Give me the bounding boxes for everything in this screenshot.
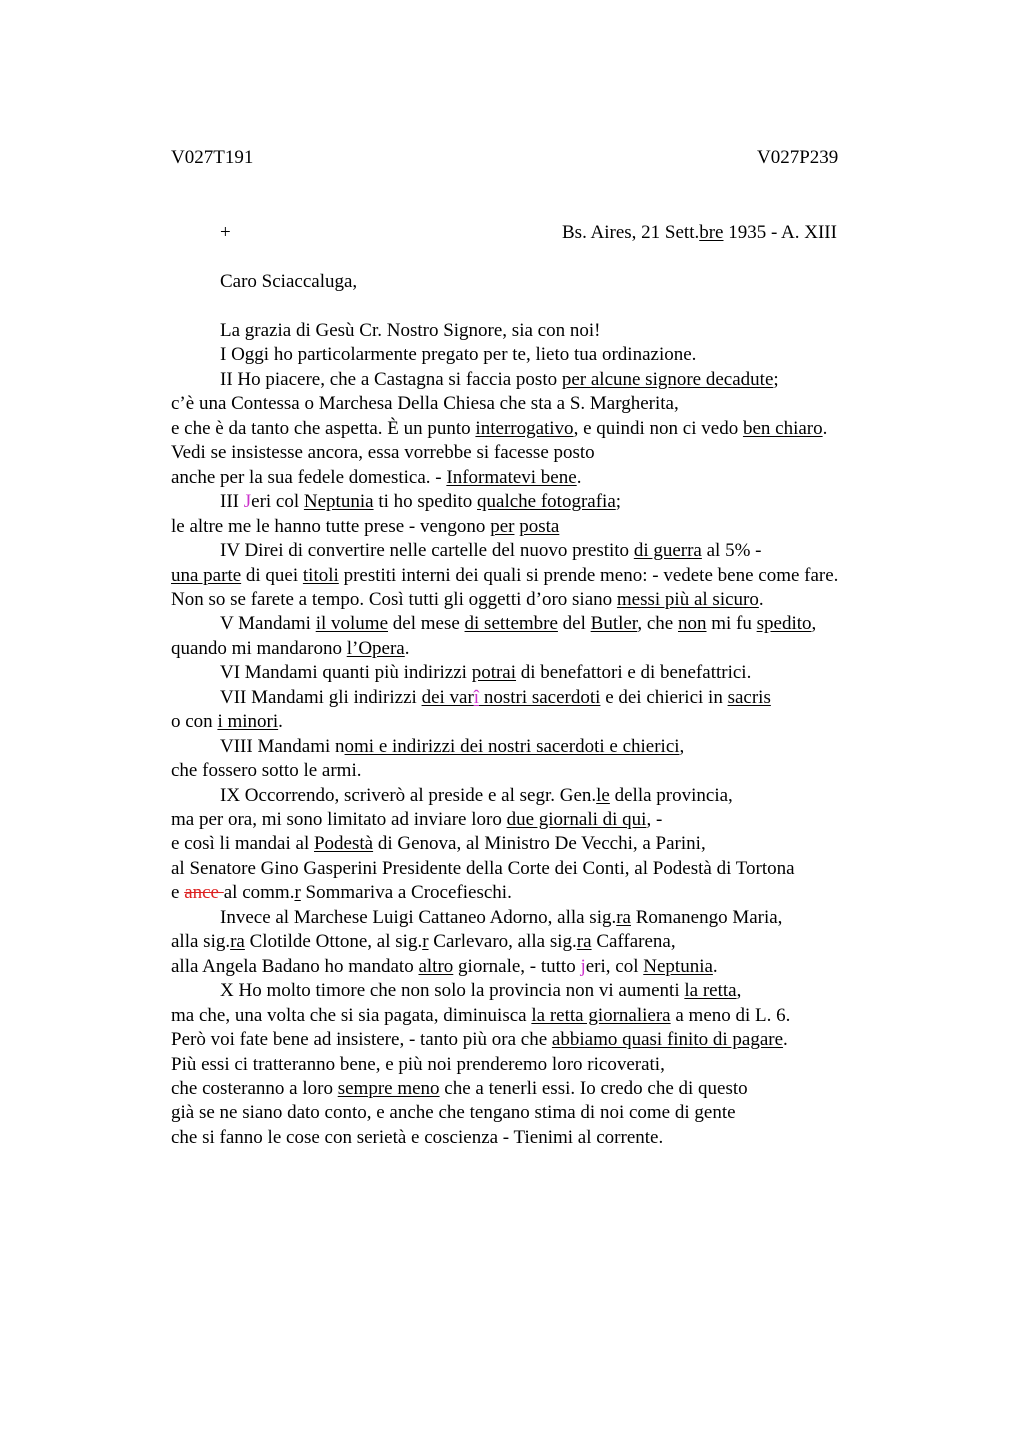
- underlined-text: Neptunia: [643, 955, 713, 977]
- text-run: ,: [679, 735, 685, 757]
- text-run: al Senatore Gino Gasperini Presidente della Corte dei Conti, al Podestà di Tortona: [171, 857, 795, 879]
- text-run: , e quindi non ci vedo: [573, 417, 743, 439]
- underlined-text: spedito: [756, 613, 812, 635]
- underlined-text: omi e indirizzi dei nostri sacerdoti e chierici: [344, 735, 680, 757]
- letter-line: [220, 735, 684, 759]
- text-run: al 5% -: [701, 540, 762, 562]
- underlined-text: Neptunia: [303, 491, 374, 513]
- letter-line: [171, 1004, 790, 1028]
- letter-line: [171, 392, 679, 416]
- text-run: alla Angela Badano ho mandato: [171, 955, 419, 977]
- letter-line: [171, 466, 581, 490]
- text-run: IV Direi di convertire nelle cartelle del nuovo prestito: [220, 540, 634, 562]
- text-run: , che: [637, 613, 678, 635]
- text-run: .: [278, 711, 283, 733]
- underlined-text: la retta giornaliera: [531, 1004, 671, 1026]
- text-run: di benefattori e di benefattrici.: [516, 662, 752, 684]
- text-run: a meno di L. 6.: [670, 1004, 791, 1026]
- text-run: della provincia,: [609, 784, 733, 806]
- underlined-text: r: [422, 931, 429, 953]
- text-run: anche per la sua fedele domestica. -: [171, 466, 447, 488]
- text-run: che si fanno le cose con serietà e coscienza - Tienimi al corrente.: [171, 1126, 664, 1148]
- letter-line: [220, 319, 600, 343]
- underlined-text: sempre meno: [337, 1077, 440, 1099]
- text-run: Carlevaro, alla sig.: [428, 931, 577, 953]
- underlined-text: i minori: [217, 711, 279, 733]
- text-run: Clotilde Ottone, al sig.: [244, 931, 423, 953]
- underlined-text: nostri sacerdoti: [479, 686, 601, 708]
- text-run: alla sig.: [171, 931, 231, 953]
- text-run: Romanengo Maria,: [631, 906, 783, 928]
- underlined-text: Butler: [590, 613, 638, 635]
- underlined-text: dei var: [421, 686, 474, 708]
- text-run: La grazia di Gesù Cr. Nostro Signore, sia con noi!: [220, 320, 601, 341]
- letter-line: [220, 612, 816, 636]
- text-run: giornale, - tutto: [453, 955, 581, 977]
- text-run: quando mi mandarono: [171, 637, 347, 659]
- text-run: V Mandami: [220, 613, 316, 635]
- dateline-abbr: bre: [699, 222, 724, 243]
- text-run: III: [220, 491, 244, 513]
- text-run: del: [557, 613, 591, 635]
- text-run: del mese: [388, 613, 465, 635]
- underlined-text: non: [678, 613, 707, 635]
- text-run: e così li mandai al: [171, 833, 314, 855]
- letter-line: [171, 417, 827, 441]
- text-run: ,: [736, 980, 742, 1002]
- text-run: .: [576, 466, 582, 488]
- text-run: J: [243, 491, 252, 513]
- underlined-text: le: [596, 784, 610, 806]
- letter-line: [171, 857, 795, 881]
- dateline: [562, 222, 837, 244]
- underlined-text: altro: [418, 955, 454, 977]
- text-run: Invece al Marchese Luigi Cattaneo Adorno, alla sig.: [220, 906, 617, 928]
- letter-line: [171, 832, 706, 856]
- underlined-text: una parte: [171, 564, 242, 586]
- letter-line: [220, 661, 751, 685]
- text-run: ma per ora, mi sono limitato ad inviare loro: [171, 809, 507, 830]
- letter-line: [171, 564, 838, 588]
- underlined-text: Informatevi bene: [446, 466, 577, 488]
- salutation: Caro Sciaccaluga,: [220, 271, 358, 292]
- underlined-text: posta: [519, 515, 560, 537]
- letter-line: [171, 588, 764, 612]
- letter-line: [220, 906, 782, 930]
- text-run: e: [171, 882, 185, 904]
- text-run: VII Mandami gli indirizzi: [220, 686, 422, 708]
- underlined-text: due giornali di qui: [506, 809, 647, 830]
- letter-line: [171, 1077, 748, 1101]
- letter-line: [171, 1028, 788, 1052]
- text-run: Più essi ci tratteranno bene, e più noi prenderemo loro ricoverati,: [171, 1053, 665, 1075]
- underlined-text: qualche fotografia: [477, 491, 616, 513]
- letter-line: [171, 637, 410, 661]
- letter-line: [171, 1126, 663, 1150]
- letter-line: [171, 441, 595, 465]
- text-run: .: [758, 588, 764, 610]
- underlined-text: l’Opera: [346, 637, 405, 659]
- underlined-text: messi più al sicuro: [616, 588, 759, 610]
- text-run: j: [580, 955, 586, 977]
- text-run: Sommariva a Crocefieschi.: [300, 882, 512, 904]
- text-run: già se ne siano dato conto, e anche che tengano stima di noi come di gente: [171, 1102, 736, 1124]
- underlined-text: Podestà: [313, 833, 374, 855]
- text-run: o con: [171, 711, 218, 733]
- letter-line: [171, 515, 559, 539]
- text-run: prestiti interni dei quali si prende meno: - vedete bene come fare.: [338, 564, 839, 586]
- text-run: IX Occorrendo, scriverò al preside e al segr. Gen.: [220, 784, 597, 806]
- letter-line: [171, 1053, 665, 1077]
- text-run: e che è da tanto che aspetta. È un punto: [171, 417, 476, 439]
- text-run: di Genova, al Ministro De Vecchi, a Parini,: [373, 833, 706, 855]
- underlined-text: il volume: [315, 613, 389, 635]
- letter-line: [220, 979, 741, 1003]
- text-run: ma che, una volta che si sia pagata, diminuisca: [171, 1004, 532, 1026]
- underlined-text: ra: [576, 931, 592, 953]
- text-run: e dei chierici in: [600, 686, 728, 708]
- text-run: che fossero sotto le armi.: [171, 760, 362, 782]
- text-run: Non so se farete a tempo. Così tutti gli oggetti d’oro siano: [171, 588, 617, 610]
- letter-line: [171, 710, 283, 734]
- cross-mark: +: [220, 222, 231, 243]
- text-run: VIII Mandami n: [220, 735, 345, 757]
- letter-line: [220, 784, 733, 808]
- underlined-text: interrogativo: [475, 417, 574, 439]
- text-run: Caffarena,: [591, 931, 676, 953]
- text-run: al comm.: [223, 882, 295, 904]
- underlined-text: la retta: [684, 980, 737, 1002]
- letter-line: [171, 808, 662, 832]
- text-run: ti ho spedito: [373, 491, 478, 513]
- underlined-text: per alcune signore decadute: [561, 368, 774, 390]
- text-run: mi fu: [706, 613, 757, 635]
- underlined-text: sacris: [727, 686, 771, 708]
- struck-text: ance: [184, 882, 224, 904]
- letter-line: [220, 368, 779, 392]
- letter-line: [220, 343, 696, 367]
- underlined-text: ben chiaro: [742, 417, 823, 439]
- underlined-text: di guerra: [633, 540, 702, 562]
- text-run: X Ho molto timore che non solo la provincia non vi aumenti: [220, 980, 685, 1002]
- dateline-rest: 1935 - A. XIII: [723, 222, 837, 243]
- letter-line: [220, 490, 621, 514]
- text-run: eri col: [251, 491, 304, 513]
- text-run: ;: [773, 368, 779, 390]
- underlined-text: abbiamo quasi finito di pagare: [551, 1029, 784, 1051]
- text-run: che a tenerli essi. Io credo che di questo: [439, 1077, 748, 1099]
- text-run: .: [404, 637, 410, 659]
- dateline-place: Bs. Aires, 21 Sett.: [562, 222, 700, 243]
- text-run: .: [822, 417, 828, 439]
- text-run: Però voi fate bene ad insistere, - tanto più ora che: [171, 1029, 552, 1051]
- underlined-text: î: [473, 686, 480, 708]
- text-run: eri, col: [585, 955, 644, 977]
- underlined-text: potrai: [471, 662, 517, 684]
- text-run: VI Mandami quanti più indirizzi: [220, 662, 472, 684]
- underlined-text: per: [490, 515, 515, 537]
- underlined-text: di settembre: [464, 613, 558, 635]
- letter-line: [171, 1101, 736, 1125]
- text-run: Vedi se insistesse ancora, essa vorrebbe si facesse posto: [171, 442, 595, 464]
- underlined-text: r: [294, 882, 301, 904]
- text-run: .: [783, 1029, 788, 1051]
- text-run: I Oggi ho particolarmente pregato per te, lieto tua ordinazione.: [220, 344, 697, 366]
- text-run: ,: [811, 613, 817, 635]
- text-run: c’è una Contessa o Marchesa Della Chiesa che sta a S. Margherita,: [171, 393, 679, 415]
- letter-line: [171, 955, 718, 979]
- text-run: che costeranno a loro: [171, 1077, 338, 1099]
- underlined-text: ra: [230, 931, 245, 953]
- text-run: ;: [615, 491, 622, 513]
- text-run: le altre me le hanno tutte prese - vengono: [171, 515, 491, 537]
- letter-line: [220, 686, 771, 710]
- letter-line: [220, 539, 762, 563]
- text-run: di quei: [241, 564, 303, 586]
- header-right-code: V027P239: [757, 147, 839, 168]
- text-run: II Ho piacere, che a Castagna si faccia posto: [220, 368, 562, 390]
- underlined-text: ra: [616, 906, 631, 928]
- letter-line: [171, 881, 512, 905]
- text-run: .: [712, 955, 718, 977]
- text-run: , -: [646, 809, 663, 830]
- letter-line: [171, 759, 361, 783]
- header-left-code: V027T191: [171, 147, 254, 168]
- letter-line: [171, 930, 676, 954]
- underlined-text: titoli: [302, 564, 339, 586]
